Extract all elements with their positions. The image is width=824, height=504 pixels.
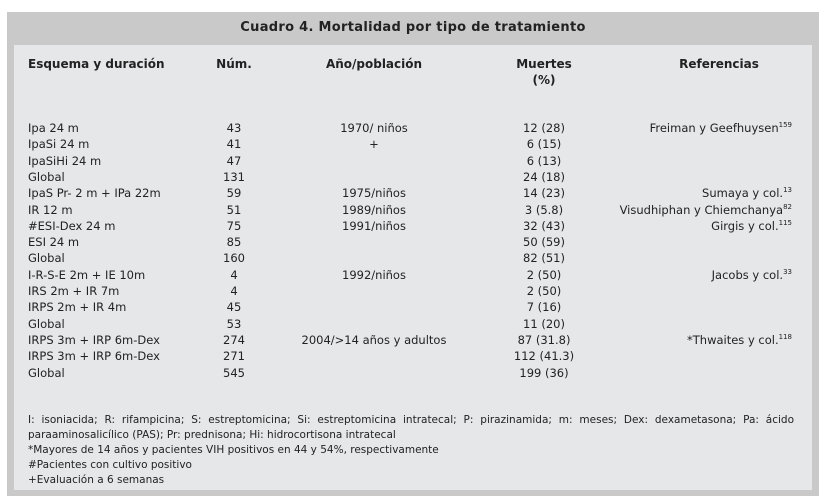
cell-num: 53 — [226, 316, 242, 331]
cell-num: 85 — [226, 235, 242, 250]
cell-ano: 1991/niños — [342, 218, 406, 233]
cell-esquema: IRS 2m + IR 7m — [28, 284, 120, 298]
cell-esquema: Global — [28, 316, 65, 331]
cell-esquema: IRPS 3m + IRP 6m-Dex — [28, 349, 160, 364]
table-row — [14, 349, 812, 365]
cell-esquema: IpaSi 24 m — [28, 137, 90, 152]
cell-esquema: Global — [28, 251, 65, 266]
cell-num: 4 — [230, 284, 238, 298]
reference-number: 13 — [783, 186, 792, 195]
cell-muertes: 32 (43) — [523, 218, 565, 233]
table-row — [14, 186, 812, 202]
cell-muertes: 2 (50) — [526, 267, 562, 282]
reference-number: 159 — [778, 121, 792, 130]
cell-referencia — [620, 203, 792, 217]
cell-num: 271 — [223, 349, 245, 364]
cell-referencia — [711, 219, 792, 233]
cell-muertes: 199 (36) — [519, 365, 569, 380]
cell-muertes: 7 (16) — [526, 300, 562, 315]
cell-muertes: 82 (51) — [523, 251, 565, 266]
table-row — [14, 219, 812, 235]
table-row — [14, 366, 812, 382]
table-row — [14, 333, 812, 349]
cell-ano: 2004/>14 años y adultos — [301, 332, 447, 347]
reference-text: Visudhiphan y Chiemchanya — [619, 202, 784, 217]
header-num: Núm. — [216, 57, 252, 71]
table-row — [14, 154, 812, 170]
cell-muertes: 24 (18) — [523, 169, 565, 184]
cell-muertes: 6 (13) — [526, 153, 562, 168]
cell-num: 51 — [226, 202, 242, 217]
reference-number: 115 — [778, 218, 792, 227]
cell-muertes: 12 (28) — [523, 121, 565, 135]
reference-text: Sumaya y col. — [702, 186, 784, 201]
cell-esquema: ESI 24 m — [28, 235, 80, 250]
cell-num: 41 — [226, 137, 242, 152]
footnote: +Evaluación a 6 semanas — [28, 474, 165, 486]
reference-number: 33 — [783, 267, 792, 276]
cell-muertes: 2 (50) — [526, 284, 562, 298]
cell-esquema: IpaSiHi 24 m — [28, 153, 102, 168]
cell-muertes: 87 (31.8) — [517, 332, 571, 347]
header-esquema: Esquema y duración — [28, 57, 165, 71]
table-row — [14, 170, 812, 186]
cell-num: 4 — [230, 267, 238, 282]
cell-num: 545 — [223, 365, 245, 380]
cell-num: 75 — [226, 218, 242, 233]
cell-num: 43 — [226, 121, 242, 135]
table-row — [14, 121, 812, 137]
cell-referencia — [712, 268, 792, 282]
reference-text: Girgis y col. — [711, 218, 779, 233]
footnotes — [28, 413, 794, 488]
cell-muertes: 3 (5.8) — [524, 202, 564, 217]
header-referencias: Referencias — [679, 57, 759, 71]
cell-muertes: 14 (23) — [523, 186, 565, 201]
reference-number: 118 — [778, 333, 792, 342]
table-row — [14, 203, 812, 219]
cell-muertes: 50 (59) — [523, 235, 565, 250]
table-frame — [7, 12, 819, 496]
cell-referencia — [650, 121, 792, 135]
cell-referencia — [702, 186, 792, 200]
cell-esquema: I-R-S-E 2m + IE 10m — [28, 267, 146, 282]
table-row — [14, 137, 812, 153]
cell-muertes: 11 (20) — [523, 316, 565, 331]
cell-esquema: Ipa 24 m — [28, 121, 79, 135]
cell-ano: 1992/niños — [342, 267, 406, 282]
cell-num: 47 — [226, 153, 242, 168]
table-title: Cuadro 4. Mortalidad por tipo de tratamiento — [240, 20, 586, 35]
cell-num: 45 — [226, 300, 242, 315]
footnote: I: isoniacida; R: rifampicina; S: estreptomicina; Si: estreptomicina intratecal; P: pirazinamida; m: meses; Dex: dexametasona; Pa: ácido paraaminosalicílico (PAS); Pr: prednisona; Hi: hidrocortisona intratecal — [28, 414, 794, 441]
reference-text: Jacobs y col. — [711, 267, 784, 282]
reference-text: Freiman y Geefhuysen — [649, 121, 779, 135]
cell-esquema: IRPS 3m + IRP 6m-Dex — [28, 332, 160, 347]
header-muertes: Muertes — [516, 57, 572, 71]
cell-muertes: 112 (41.3) — [513, 349, 575, 364]
header-ano: Año/población — [325, 57, 423, 71]
reference-text: *Thwaites y col. — [687, 332, 779, 347]
cell-ano: 1989/niños — [342, 202, 406, 217]
cell-num: 274 — [223, 332, 245, 347]
cell-num: 59 — [226, 186, 242, 201]
cell-esquema: IRPS 2m + IR 4m — [28, 300, 127, 315]
reference-number: 82 — [783, 202, 792, 211]
cell-esquema: IR 12 m — [28, 202, 73, 217]
cell-ano: 1975/niños — [342, 186, 406, 201]
cell-num: 131 — [223, 169, 245, 184]
cell-esquema: #ESI-Dex 24 m — [28, 218, 116, 233]
footnote: #Pacientes con cultivo positivo — [28, 459, 192, 471]
table-row — [14, 284, 812, 300]
cell-esquema: Global — [28, 365, 65, 380]
cell-referencia — [687, 333, 792, 347]
cell-muertes: 6 (15) — [526, 137, 562, 152]
cell-esquema: IpaS Pr- 2 m + IPa 22m — [28, 186, 161, 201]
cell-esquema: Global — [28, 169, 65, 184]
table-body — [14, 45, 812, 490]
table-row — [14, 300, 812, 316]
cell-ano: + — [369, 137, 379, 152]
table-row — [14, 317, 812, 333]
footnote: *Mayores de 14 años y pacientes VIH positivos en 44 y 54%, respectivamente — [28, 444, 439, 456]
table-row — [14, 268, 812, 284]
table-row — [14, 251, 812, 267]
header-pct: (%) — [532, 73, 556, 87]
cell-ano: 1970/ niños — [340, 121, 408, 135]
table-row — [14, 235, 812, 251]
cell-num: 160 — [223, 251, 245, 266]
